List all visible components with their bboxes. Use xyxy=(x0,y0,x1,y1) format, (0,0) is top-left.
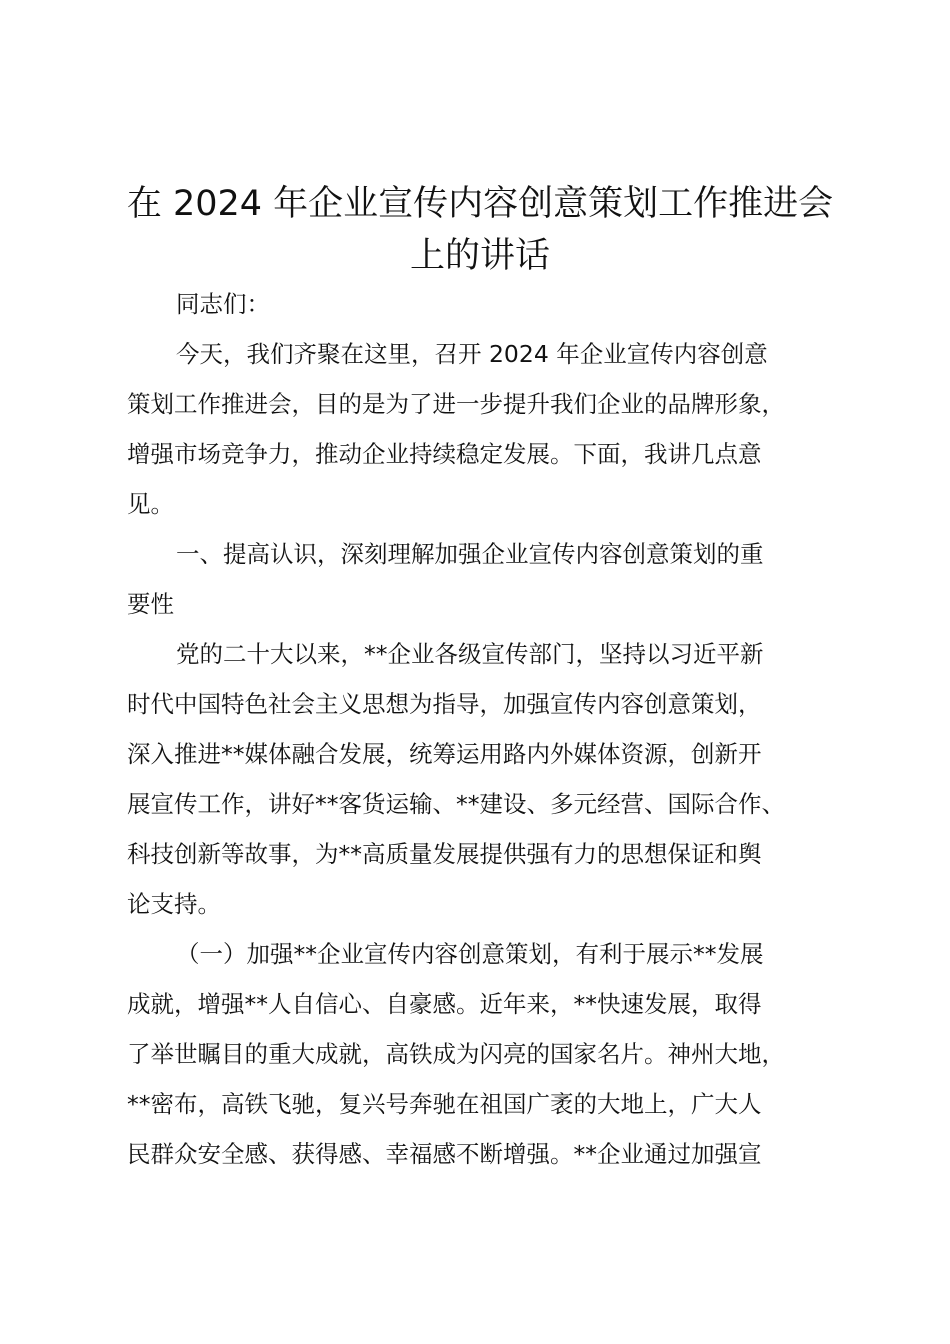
paragraph-line: （一）加强**企业宣传内容创意策划，有利于展示**发展 xyxy=(176,940,764,968)
document-title-line-1: 在 2024 年企业宣传内容创意策划工作推进会 xyxy=(126,184,834,224)
document-title-line-2: 上的讲话 xyxy=(409,236,550,276)
paragraph-line: 了举世瞩目的重大成就，高铁成为闪亮的国家名片。神州大地， xyxy=(127,1040,785,1068)
paragraph-line: 科技创新等故事，为**高质量发展提供强有力的思想保证和舆 xyxy=(127,840,762,868)
paragraph-line: 成就，增强**人自信心、自豪感。近年来，**快速发展，取得 xyxy=(127,990,762,1018)
paragraph-line: 今天，我们齐聚在这里，召开 2024 年企业宣传内容创意 xyxy=(176,340,768,368)
paragraph-line: 见。 xyxy=(127,490,174,518)
paragraph-line: 民群众安全感、获得感、幸福感不断增强。**企业通过加强宣 xyxy=(127,1140,762,1168)
section-heading-line: 要性 xyxy=(127,590,174,618)
paragraph-line: 时代中国特色社会主义思想为指导，加强宣传内容创意策划， xyxy=(127,690,762,718)
paragraph-line: 论支持。 xyxy=(127,890,221,918)
paragraph-line: **密布，高铁飞驰，复兴号奔驰在祖国广袤的大地上，广大人 xyxy=(127,1090,762,1118)
paragraph-line: 增强市场竞争力，推动企业持续稳定发展。下面，我讲几点意 xyxy=(127,440,762,468)
paragraph-line: 展宣传工作，讲好**客货运输、**建设、多元经营、国际合作、 xyxy=(127,790,785,818)
paragraph-line: 深入推进**媒体融合发展，统筹运用路内外媒体资源，创新开 xyxy=(127,740,762,768)
paragraph-line: 党的二十大以来，**企业各级宣传部门，坚持以习近平新 xyxy=(176,640,764,668)
paragraph-line: 策划工作推进会，目的是为了进一步提升我们企业的品牌形象， xyxy=(127,390,785,418)
section-heading-line: 一、提高认识，深刻理解加强企业宣传内容创意策划的重 xyxy=(176,540,764,568)
salutation: 同志们： xyxy=(176,290,270,318)
